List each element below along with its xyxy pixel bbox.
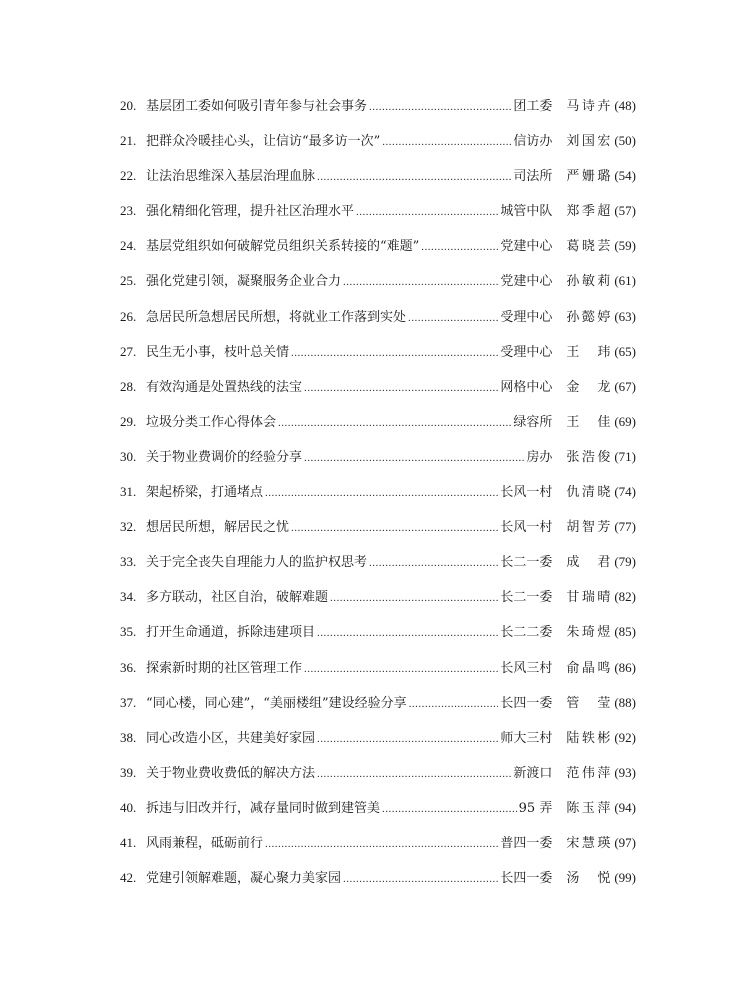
entry-title: 急居民所急想居民所想，将就业工作落到实处	[146, 309, 407, 325]
entry-author: 俞晶鸣	[566, 660, 611, 676]
entry-title: 让法治思维深入基层治理血脉	[146, 169, 316, 185]
dot-leader	[356, 201, 498, 223]
entry-page: (97)	[614, 834, 636, 850]
entry-number: 22.	[120, 168, 137, 184]
entry-author: 管 莹	[566, 695, 611, 711]
entry-page: (93)	[614, 764, 636, 780]
entry-department: 师大三村	[500, 730, 553, 746]
entry-number: 27.	[120, 343, 137, 359]
toc-entry-36[interactable]	[120, 657, 636, 692]
toc-entry-32[interactable]	[120, 516, 636, 551]
entry-number: 38.	[120, 729, 137, 745]
entry-department: 长二一委	[500, 555, 553, 571]
entry-author: 孙敏莉	[566, 274, 611, 290]
entry-department: 普四一委	[500, 835, 553, 851]
toc-entry-35[interactable]	[120, 621, 636, 656]
entry-title: 关于物业费调价的经验分享	[146, 449, 303, 465]
entry-author: 马诗卉	[566, 99, 611, 114]
entry-author: 刘国宏	[566, 134, 611, 150]
entry-author: 葛晓芸	[566, 239, 611, 255]
entry-title: 民生无小事，枝叶总关情	[146, 344, 290, 360]
entry-page: (54)	[614, 168, 636, 184]
entry-title: 把群众冷暖挂心头，让信访“最多访一次”	[146, 134, 381, 150]
entry-author: 孙懿婷	[566, 309, 611, 325]
entry-title: 垃圾分类工作心得体会	[146, 414, 277, 430]
entry-number: 32.	[120, 519, 137, 535]
entry-number: 33.	[120, 554, 137, 570]
table-of-contents	[120, 95, 636, 902]
entry-number: 31.	[120, 484, 137, 500]
entry-title: 强化党建引领，凝聚服务企业合力	[146, 274, 342, 290]
entry-author: 胡智芳	[566, 520, 611, 536]
entry-number: 20.	[120, 98, 137, 113]
entry-author: 张浩俊	[566, 449, 611, 465]
entry-department: 司法所	[513, 169, 553, 185]
dot-leader	[278, 412, 511, 434]
entry-page: (88)	[614, 694, 636, 710]
entry-title: 基层党组织如何破解党员组织关系转接的“难题”	[146, 239, 420, 255]
entry-department: 新渡口	[513, 765, 553, 781]
dot-leader	[409, 693, 499, 715]
dot-leader	[304, 658, 498, 680]
entry-department: 长四一委	[500, 695, 553, 711]
entry-title: 基层团工委如何吸引青年参与社会事务	[146, 99, 368, 114]
entry-number: 30.	[120, 448, 137, 464]
entry-author: 王 玮	[566, 344, 611, 360]
entry-department: 绿容所	[513, 414, 553, 430]
entry-page: (61)	[614, 273, 636, 289]
entry-department: 房办	[526, 449, 553, 465]
entry-department: 95 弄	[518, 800, 553, 816]
toc-entry-20[interactable]	[120, 95, 636, 130]
entry-author: 陆轶彬	[566, 730, 611, 746]
entry-department: 长风一村	[500, 520, 553, 536]
entry-page: (94)	[614, 799, 636, 815]
entry-author: 王 佳	[566, 414, 611, 430]
entry-page: (57)	[614, 203, 636, 219]
toc-entry-26[interactable]	[120, 306, 636, 341]
entry-page: (71)	[614, 448, 636, 464]
toc-entry-23[interactable]	[120, 200, 636, 235]
toc-entry-24[interactable]	[120, 235, 636, 270]
entry-page: (50)	[614, 133, 636, 149]
entry-number: 25.	[120, 273, 137, 289]
entry-author: 朱琦煜	[566, 625, 611, 641]
entry-author: 宋慧瑛	[566, 835, 611, 851]
entry-page: (48)	[614, 98, 636, 113]
entry-title: “同心楼，同心建”，“美丽楼组”建设经验分享	[146, 695, 407, 711]
entry-author: 金 龙	[566, 379, 611, 395]
entry-title: 关于物业费收费低的解决方法	[146, 765, 316, 781]
dot-leader	[304, 447, 524, 469]
entry-department: 长二一委	[500, 590, 553, 606]
entry-department: 网格中心	[500, 379, 553, 395]
entry-author: 成 君	[566, 555, 611, 571]
entry-author: 汤 悦	[566, 871, 611, 887]
entry-department: 城管中队	[500, 204, 553, 220]
entry-department: 长风三村	[500, 660, 553, 676]
dot-leader	[317, 728, 498, 750]
toc-entry-25[interactable]	[120, 270, 636, 305]
entry-department: 受理中心	[500, 344, 553, 360]
entry-title: 风雨兼程，砥砺前行	[146, 835, 264, 851]
entry-title: 打开生命通道，拆除违建项目	[146, 625, 316, 641]
toc-entry-29[interactable]	[120, 411, 636, 446]
entry-page: (63)	[614, 308, 636, 324]
entry-number: 24.	[120, 238, 137, 254]
entry-title: 想居民所想，解居民之忧	[146, 520, 290, 536]
entry-department: 党建中心	[500, 274, 553, 290]
entry-title: 多方联动，社区自治，破解难题	[146, 590, 329, 606]
entry-page: (99)	[614, 870, 636, 886]
entry-page: (69)	[614, 413, 636, 429]
entry-title: 探索新时期的社区管理工作	[146, 660, 303, 676]
dot-leader	[421, 236, 498, 258]
entry-number: 42.	[120, 870, 137, 886]
dot-leader	[408, 307, 498, 329]
entry-author: 范伟萍	[566, 765, 611, 781]
entry-page: (86)	[614, 659, 636, 675]
dot-leader	[304, 377, 498, 399]
entry-page: (59)	[614, 238, 636, 254]
dot-leader	[291, 517, 498, 539]
toc-entry-21[interactable]	[120, 130, 636, 165]
entry-page: (77)	[614, 519, 636, 535]
dot-leader	[291, 342, 498, 364]
entry-number: 40.	[120, 799, 137, 815]
entry-number: 23.	[120, 203, 137, 219]
entry-title: 拆违与旧改并行，减存量同时做到建管美	[146, 800, 381, 816]
entry-page: (74)	[614, 484, 636, 500]
toc-entry-33[interactable]	[120, 551, 636, 586]
entry-department: 受理中心	[500, 309, 553, 325]
dot-leader	[382, 131, 511, 153]
entry-page: (92)	[614, 729, 636, 745]
entry-author: 陈玉萍	[566, 800, 611, 816]
entry-number: 28.	[120, 378, 137, 394]
entry-page: (79)	[614, 554, 636, 570]
entry-department: 长四一委	[500, 871, 553, 887]
toc-entry-41[interactable]	[120, 832, 636, 867]
entry-department: 信访办	[513, 134, 553, 150]
entry-title: 强化精细化管理，提升社区治理水平	[146, 204, 355, 220]
dot-leader	[317, 763, 511, 785]
entry-page: (85)	[614, 624, 636, 640]
toc-entry-40[interactable]	[120, 797, 636, 832]
toc-entry-27[interactable]	[120, 341, 636, 376]
entry-title: 同心改造小区，共建美好家园	[146, 730, 316, 746]
toc-entry-34[interactable]	[120, 586, 636, 621]
entry-number: 39.	[120, 764, 137, 780]
entry-number: 21.	[120, 133, 137, 149]
dot-leader	[343, 868, 498, 890]
dot-leader	[369, 96, 511, 118]
entry-author: 郑季超	[566, 204, 611, 220]
dot-leader	[265, 833, 498, 855]
toc-entry-28[interactable]	[120, 376, 636, 411]
entry-title: 关于完全丧失自理能力人的监护权思考	[146, 555, 368, 571]
entry-page: (67)	[614, 378, 636, 394]
dot-leader	[317, 622, 498, 644]
entry-number: 29.	[120, 413, 137, 429]
dot-leader	[369, 552, 498, 574]
toc-entry-37[interactable]	[120, 692, 636, 727]
entry-number: 36.	[120, 659, 137, 675]
toc-entry-31[interactable]	[120, 481, 636, 516]
entry-department: 党建中心	[500, 239, 553, 255]
entry-number: 37.	[120, 694, 137, 710]
entry-page: (82)	[614, 589, 636, 605]
entry-title: 有效沟通是处置热线的法宝	[146, 379, 303, 395]
entry-number: 41.	[120, 834, 137, 850]
entry-title: 架起桥梁，打通堵点	[146, 485, 264, 501]
entry-title: 党建引领解难题，凝心聚力美家园	[146, 871, 342, 887]
entry-number: 26.	[120, 308, 137, 324]
entry-department: 长二二委	[500, 625, 553, 641]
dot-leader	[343, 271, 498, 293]
toc-entry-38[interactable]	[120, 727, 636, 762]
toc-entry-42[interactable]	[120, 867, 636, 902]
entry-department: 长风一村	[500, 485, 553, 501]
dot-leader	[265, 482, 498, 504]
entry-page: (65)	[614, 343, 636, 359]
entry-number: 35.	[120, 624, 137, 640]
toc-entry-30[interactable]	[120, 446, 636, 481]
toc-entry-22[interactable]	[120, 165, 636, 200]
entry-author: 仇清晓	[566, 485, 611, 501]
toc-entry-39[interactable]	[120, 762, 636, 797]
entry-number: 34.	[120, 589, 137, 605]
dot-leader	[330, 587, 498, 609]
dot-leader	[382, 798, 517, 820]
entry-author: 严姗璐	[566, 169, 611, 185]
entry-author: 甘瑞晴	[566, 590, 611, 606]
entry-department: 团工委	[513, 99, 553, 114]
dot-leader	[317, 166, 511, 188]
